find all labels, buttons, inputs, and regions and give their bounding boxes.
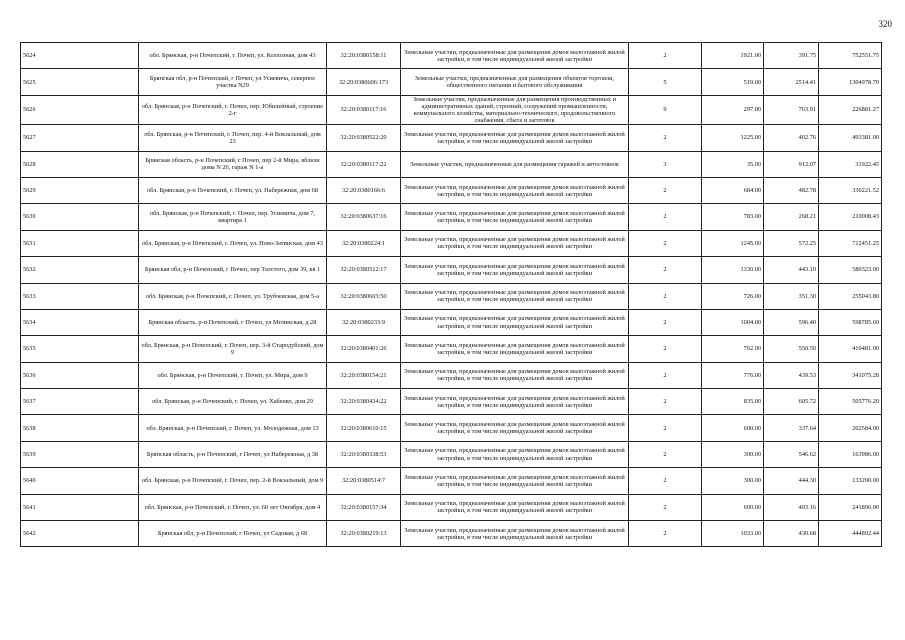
cadastral-number-cell: 32:20:0380434:22 bbox=[327, 389, 401, 415]
address-cell: обл. Брянская, р-н Почепский, г. Почеп, пер. Усиевича, дом 7, квартира 1 bbox=[139, 204, 327, 230]
table-row bbox=[21, 125, 882, 151]
table-row bbox=[21, 494, 882, 520]
address-cell: Брянская обл, р-н Почепский, г Почеп, пер Толстого, дом 39, кв 1 bbox=[139, 257, 327, 283]
table-body bbox=[21, 43, 882, 547]
cadastral-value-cell: 444892.44 bbox=[819, 521, 882, 547]
row-number-cell: 5642 bbox=[21, 521, 139, 547]
specific-value-cell: 546.62 bbox=[764, 441, 819, 467]
land-use-description-cell: Земельные участки, предназначенные для размещения домов малоэтажной жилой застройки, в том числе индивидуальной жилой застройки bbox=[401, 309, 629, 335]
address-cell: Брянская обл, р-н Почепский, г Почеп, ул Усиевича, северное участка N29 bbox=[139, 69, 327, 95]
row-number-cell: 5641 bbox=[21, 494, 139, 520]
category-cell: 2 bbox=[629, 521, 702, 547]
address-cell: обл. Брянская, р-н Почепский, г. Почеп, пер. 3-й Стародубский, дом 9 bbox=[139, 336, 327, 362]
category-cell: 2 bbox=[629, 204, 702, 230]
cadastral-number-cell: 32:20:0380158:11 bbox=[327, 43, 401, 69]
land-use-description-cell: Земельные участки, предназначенные для размещения домов малоэтажной жилой застройки, в том числе индивидуальной жилой застройки bbox=[401, 257, 629, 283]
address-cell: Брянская область, р-н Почепский, г Почеп, ул Мглинская, д 28 bbox=[139, 309, 327, 335]
category-cell: 3 bbox=[629, 151, 702, 177]
category-cell: 2 bbox=[629, 177, 702, 203]
land-use-description-cell: Земельные участки, предназначенные для размещения домов малоэтажной жилой застройки, в том числе индивидуальной жилой застройки bbox=[401, 389, 629, 415]
category-cell: 2 bbox=[629, 494, 702, 520]
land-use-description-cell: Земельные участки, предназначенные для размещения домов малоэтажной жилой застройки, в том числе индивидуальной жилой застройки bbox=[401, 177, 629, 203]
table-row bbox=[21, 362, 882, 388]
land-use-description-cell: Земельные участки, предназначенные для размещения домов малоэтажной жилой застройки, в том числе индивидуальной жилой застройки bbox=[401, 521, 629, 547]
area-cell: 1330.00 bbox=[702, 257, 764, 283]
row-number-cell: 5634 bbox=[21, 309, 139, 335]
land-registry-table bbox=[20, 42, 882, 547]
area-cell: 1245.00 bbox=[702, 230, 764, 256]
category-cell: 2 bbox=[629, 389, 702, 415]
cadastral-value-cell: 1304978.79 bbox=[819, 69, 882, 95]
specific-value-cell: 763.91 bbox=[764, 95, 819, 124]
address-cell: обл. Брянская, р-н Почепский, г. Почеп, ул. Колхозная, дом 43 bbox=[139, 43, 327, 69]
address-cell: обл. Брянская, р-н Почепский, г. Почеп, ул. Хабенко, дом 29 bbox=[139, 389, 327, 415]
cadastral-value-cell: 598785.60 bbox=[819, 309, 882, 335]
specific-value-cell: 444.30 bbox=[764, 468, 819, 494]
table-row bbox=[21, 521, 882, 547]
address-cell: обл. Брянская, р-н Почепский, г. Почеп, ул. Трубчевская, дом 5-а bbox=[139, 283, 327, 309]
cadastral-value-cell: 589323.00 bbox=[819, 257, 882, 283]
table-row bbox=[21, 441, 882, 467]
cadastral-number-cell: 32:20:0380166:6 bbox=[327, 177, 401, 203]
table-row bbox=[21, 336, 882, 362]
category-cell: 9 bbox=[629, 95, 702, 124]
area-cell: 519.00 bbox=[702, 69, 764, 95]
row-number-cell: 5628 bbox=[21, 151, 139, 177]
category-cell: 2 bbox=[629, 362, 702, 388]
table-row bbox=[21, 468, 882, 494]
specific-value-cell: 912.07 bbox=[764, 151, 819, 177]
category-cell: 5 bbox=[629, 69, 702, 95]
row-number-cell: 5626 bbox=[21, 95, 139, 124]
specific-value-cell: 403.16 bbox=[764, 494, 819, 520]
area-cell: 835.00 bbox=[702, 389, 764, 415]
cadastral-value-cell: 226881.27 bbox=[819, 95, 882, 124]
category-cell: 2 bbox=[629, 336, 702, 362]
cadastral-value-cell: 31922.45 bbox=[819, 151, 882, 177]
cadastral-number-cell: 32:20:0380610:15 bbox=[327, 415, 401, 441]
address-cell: обл. Брянская, р-н Почепский, г. Почеп, пер. 4-й Вокзальный, дом 23 bbox=[139, 125, 327, 151]
table-row bbox=[21, 204, 882, 230]
address-cell: обл. Брянская, р-н Почепский, г. Почеп, пер. 2-й Вокзальный, дом 9 bbox=[139, 468, 327, 494]
table-row bbox=[21, 309, 882, 335]
cadastral-value-cell: 712451.25 bbox=[819, 230, 882, 256]
cadastral-value-cell: 202584.00 bbox=[819, 415, 882, 441]
row-number-cell: 5638 bbox=[21, 415, 139, 441]
category-cell: 2 bbox=[629, 468, 702, 494]
cadastral-number-cell: 32:20:0380154:21 bbox=[327, 362, 401, 388]
row-number-cell: 5629 bbox=[21, 177, 139, 203]
area-cell: 776.00 bbox=[702, 362, 764, 388]
page-number: 320 bbox=[878, 19, 892, 29]
address-cell: обл. Брянская, р-н Почепский, г. Почеп, ул. Молодежная, дом 13 bbox=[139, 415, 327, 441]
table-row bbox=[21, 43, 882, 69]
address-cell: Брянская область, р-н Почепский, г Почеп, пер 2-й Мира, вблизи дома N 26, гараж N 1-а bbox=[139, 151, 327, 177]
area-cell: 600.00 bbox=[702, 415, 764, 441]
cadastral-value-cell: 493381.00 bbox=[819, 125, 882, 151]
row-number-cell: 5633 bbox=[21, 283, 139, 309]
cadastral-value-cell: 419481.00 bbox=[819, 336, 882, 362]
address-cell: обл. Брянская, р-н Почепский, г. Почеп, пер. Юбилейный, строение 2-г bbox=[139, 95, 327, 124]
specific-value-cell: 605.72 bbox=[764, 389, 819, 415]
category-cell: 2 bbox=[629, 283, 702, 309]
row-number-cell: 5632 bbox=[21, 257, 139, 283]
cadastral-number-cell: 32:20:0380606:173 bbox=[327, 69, 401, 95]
category-cell: 2 bbox=[629, 230, 702, 256]
land-use-description-cell: Земельные участки, предназначенные для размещения домов малоэтажной жилой застройки, в том числе индивидуальной жилой застройки bbox=[401, 125, 629, 151]
area-cell: 762.00 bbox=[702, 336, 764, 362]
cadastral-number-cell: 32:20:0380117:16 bbox=[327, 95, 401, 124]
category-cell: 2 bbox=[629, 441, 702, 467]
specific-value-cell: 430.68 bbox=[764, 521, 819, 547]
row-number-cell: 5627 bbox=[21, 125, 139, 151]
land-use-description-cell: Земельные участки, предназначенные для размещения домов малоэтажной жилой застройки, в том числе индивидуальной жилой застройки bbox=[401, 43, 629, 69]
category-cell: 2 bbox=[629, 257, 702, 283]
area-cell: 297.00 bbox=[702, 95, 764, 124]
row-number-cell: 5639 bbox=[21, 441, 139, 467]
land-use-description-cell: Земельные участки, предназначенные для размещения домов малоэтажной жилой застройки, в том числе индивидуальной жилой застройки bbox=[401, 204, 629, 230]
cadastral-number-cell: 32:20:0380603:50 bbox=[327, 283, 401, 309]
row-number-cell: 5636 bbox=[21, 362, 139, 388]
cadastral-number-cell: 32:20:0380401:26 bbox=[327, 336, 401, 362]
area-cell: 1225.00 bbox=[702, 125, 764, 151]
land-use-description-cell: Земельные участки, предназначенные для размещения гаражей и автостоянок bbox=[401, 151, 629, 177]
table-row bbox=[21, 415, 882, 441]
cadastral-value-cell: 133290.00 bbox=[819, 468, 882, 494]
land-use-description-cell: Земельные участки, предназначенные для размещения объектов торговли, общественного питания и бытового обслуживания bbox=[401, 69, 629, 95]
area-cell: 1921.00 bbox=[702, 43, 764, 69]
address-cell: Брянская область, р-н Почепский, г Почеп, ул Набережная, д 38 bbox=[139, 441, 327, 467]
land-use-description-cell: Земельные участки, предназначенные для размещения домов малоэтажной жилой застройки, в том числе индивидуальной жилой застройки bbox=[401, 468, 629, 494]
specific-value-cell: 443.10 bbox=[764, 257, 819, 283]
specific-value-cell: 351.30 bbox=[764, 283, 819, 309]
row-number-cell: 5637 bbox=[21, 389, 139, 415]
land-use-description-cell: Земельные участки, предназначенные для размещения домов малоэтажной жилой застройки, в том числе индивидуальной жилой застройки bbox=[401, 494, 629, 520]
row-number-cell: 5640 bbox=[21, 468, 139, 494]
table-row bbox=[21, 283, 882, 309]
specific-value-cell: 550.50 bbox=[764, 336, 819, 362]
row-number-cell: 5631 bbox=[21, 230, 139, 256]
cadastral-number-cell: 32:20:0380157:34 bbox=[327, 494, 401, 520]
area-cell: 684.00 bbox=[702, 177, 764, 203]
area-cell: 783.00 bbox=[702, 204, 764, 230]
row-number-cell: 5625 bbox=[21, 69, 139, 95]
category-cell: 2 bbox=[629, 309, 702, 335]
table-row bbox=[21, 177, 882, 203]
cadastral-value-cell: 341075.28 bbox=[819, 362, 882, 388]
cadastral-number-cell: 32:20:0380224:1 bbox=[327, 230, 401, 256]
row-number-cell: 5624 bbox=[21, 43, 139, 69]
category-cell: 2 bbox=[629, 125, 702, 151]
area-cell: 1033.00 bbox=[702, 521, 764, 547]
cadastral-number-cell: 32:20:0380514:7 bbox=[327, 468, 401, 494]
cadastral-value-cell: 255043.80 bbox=[819, 283, 882, 309]
specific-value-cell: 596.40 bbox=[764, 309, 819, 335]
cadastral-value-cell: 241896.00 bbox=[819, 494, 882, 520]
cadastral-value-cell: 505776.20 bbox=[819, 389, 882, 415]
address-cell: обл. Брянская, р-н Почепский, г. Почеп, ул. Ново-Затинская, дом 43 bbox=[139, 230, 327, 256]
land-use-description-cell: Земельные участки, предназначенные для размещения домов малоэтажной жилой застройки, в том числе индивидуальной жилой застройки bbox=[401, 362, 629, 388]
area-cell: 1004.00 bbox=[702, 309, 764, 335]
land-use-description-cell: Земельные участки, предназначенные для размещения домов малоэтажной жилой застройки, в том числе индивидуальной жилой застройки bbox=[401, 441, 629, 467]
table-row bbox=[21, 389, 882, 415]
area-cell: 726.00 bbox=[702, 283, 764, 309]
specific-value-cell: 482.78 bbox=[764, 177, 819, 203]
category-cell: 2 bbox=[629, 43, 702, 69]
cadastral-number-cell: 32:20:0380117:22 bbox=[327, 151, 401, 177]
specific-value-cell: 337.64 bbox=[764, 415, 819, 441]
cadastral-value-cell: 163986.00 bbox=[819, 441, 882, 467]
land-use-description-cell: Земельные участки, предназначенные для размещения домов малоэтажной жилой застройки, в том числе индивидуальной жилой застройки bbox=[401, 336, 629, 362]
area-cell: 300.00 bbox=[702, 468, 764, 494]
cadastral-number-cell: 32:20:0380637:16 bbox=[327, 204, 401, 230]
cadastral-number-cell: 32:20:0380512:17 bbox=[327, 257, 401, 283]
specific-value-cell: 439.53 bbox=[764, 362, 819, 388]
row-number-cell: 5630 bbox=[21, 204, 139, 230]
land-use-description-cell: Земельные участки, предназначенные для размещения производственных и административных зданий, строений, сооружений промышленности, коммунального хозяйства, материально-технического, продовольственного снабжения, сбыта и заготовок bbox=[401, 95, 629, 124]
row-number-cell: 5635 bbox=[21, 336, 139, 362]
cadastral-value-cell: 210008.43 bbox=[819, 204, 882, 230]
address-cell: обл. Брянская, р-н Почепский, г. Почеп, ул. Мира, дом 9 bbox=[139, 362, 327, 388]
land-use-description-cell: Земельные участки, предназначенные для размещения домов малоэтажной жилой застройки, в том числе индивидуальной жилой застройки bbox=[401, 415, 629, 441]
address-cell: Брянская обл, р-н Почепский, г Почеп, ул Садовая, д 68 bbox=[139, 521, 327, 547]
cadastral-number-cell: 32:20:0380219:13 bbox=[327, 521, 401, 547]
cadastral-number-cell: 32:20:0380522:20 bbox=[327, 125, 401, 151]
land-use-description-cell: Земельные участки, предназначенные для размещения домов малоэтажной жилой застройки, в том числе индивидуальной жилой застройки bbox=[401, 283, 629, 309]
address-cell: обл. Брянская, р-н Почепский, г. Почеп, ул. 60 лет Октября, дом 4 bbox=[139, 494, 327, 520]
specific-value-cell: 2514.41 bbox=[764, 69, 819, 95]
cadastral-number-cell: 32:20:0380233:9 bbox=[327, 309, 401, 335]
table-row bbox=[21, 257, 882, 283]
specific-value-cell: 402.76 bbox=[764, 125, 819, 151]
table-row bbox=[21, 230, 882, 256]
cadastral-number-cell: 32:20:0380338:53 bbox=[327, 441, 401, 467]
cadastral-value-cell: 752551.75 bbox=[819, 43, 882, 69]
category-cell: 2 bbox=[629, 415, 702, 441]
table-row bbox=[21, 69, 882, 95]
area-cell: 35.00 bbox=[702, 151, 764, 177]
land-use-description-cell: Земельные участки, предназначенные для размещения домов малоэтажной жилой застройки, в том числе индивидуальной жилой застройки bbox=[401, 230, 629, 256]
specific-value-cell: 391.75 bbox=[764, 43, 819, 69]
table-row bbox=[21, 151, 882, 177]
area-cell: 300.00 bbox=[702, 441, 764, 467]
specific-value-cell: 268.21 bbox=[764, 204, 819, 230]
table-row bbox=[21, 95, 882, 124]
address-cell: обл. Брянская, р-н Почепский, г. Почеп, ул. Набережная, дом 68 bbox=[139, 177, 327, 203]
area-cell: 600.00 bbox=[702, 494, 764, 520]
specific-value-cell: 572.25 bbox=[764, 230, 819, 256]
cadastral-value-cell: 330221.52 bbox=[819, 177, 882, 203]
